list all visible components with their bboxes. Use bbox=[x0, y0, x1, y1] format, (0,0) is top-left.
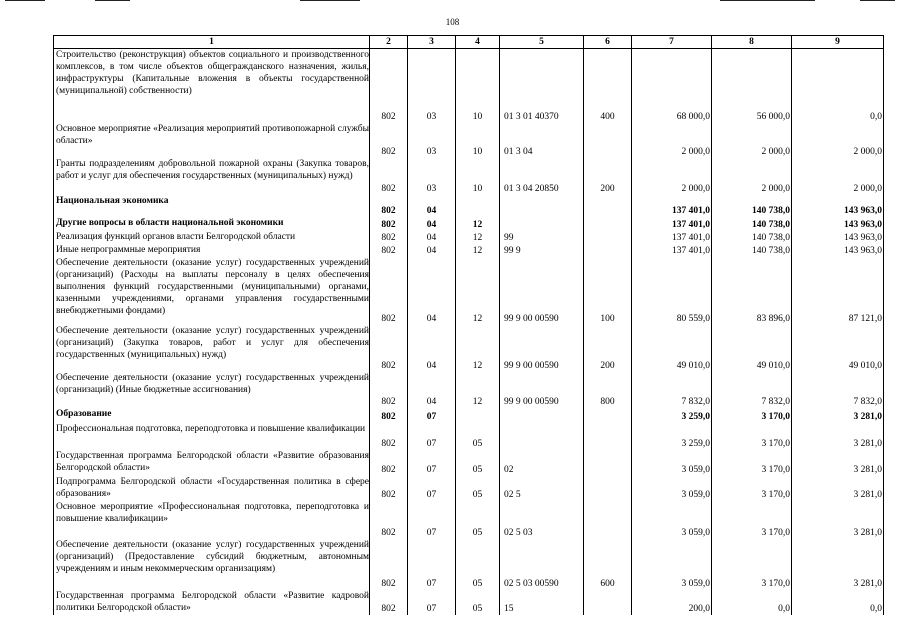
row-admin-code: 802 bbox=[370, 501, 408, 539]
row-section: 04 bbox=[408, 257, 456, 325]
row-expense-type bbox=[584, 408, 632, 423]
table-row bbox=[54, 123, 884, 158]
row-amount-2: 3 170,0 bbox=[712, 501, 792, 539]
row-expense-type bbox=[584, 423, 632, 450]
table-row bbox=[54, 244, 884, 257]
row-amount-3: 3 281,0 bbox=[792, 539, 884, 590]
row-admin-code: 802 bbox=[370, 195, 408, 217]
row-admin-code: 802 bbox=[370, 408, 408, 423]
table-row bbox=[54, 372, 884, 408]
row-section: 03 bbox=[408, 49, 456, 123]
row-amount-1: 200,0 bbox=[632, 590, 712, 615]
row-expense-type bbox=[584, 217, 632, 231]
row-amount-3: 143 963,0 bbox=[792, 231, 884, 244]
row-description: Национальная экономика bbox=[54, 195, 370, 217]
table-row bbox=[54, 408, 884, 423]
row-amount-1: 68 000,0 bbox=[632, 49, 712, 123]
row-section: 07 bbox=[408, 476, 456, 501]
row-amount-1: 3 059,0 bbox=[632, 539, 712, 590]
row-target-article: 01 3 04 bbox=[500, 123, 584, 158]
row-target-article bbox=[500, 408, 584, 423]
row-section: 03 bbox=[408, 123, 456, 158]
row-amount-2: 3 170,0 bbox=[712, 408, 792, 423]
row-expense-type bbox=[584, 231, 632, 244]
row-target-article: 02 5 bbox=[500, 476, 584, 501]
header-col-1: 1 bbox=[54, 36, 370, 49]
row-target-article bbox=[500, 423, 584, 450]
row-amount-1: 137 401,0 bbox=[632, 231, 712, 244]
row-target-article: 99 9 00 00590 bbox=[500, 325, 584, 372]
row-description: Обеспечение деятельности (оказание услуг) государственных учреждений (организаций) (Расходы на выплаты персоналу в целях обеспечения выполнения функций государственными (муниципальными) органами, казенными учреждениями, органами управления государственными внебюджетными фондами) bbox=[54, 257, 370, 325]
row-subsection: 05 bbox=[456, 450, 500, 476]
row-expense-type bbox=[584, 123, 632, 158]
row-subsection: 05 bbox=[456, 423, 500, 450]
row-section: 07 bbox=[408, 408, 456, 423]
row-amount-1: 49 010,0 bbox=[632, 325, 712, 372]
table-row bbox=[54, 231, 884, 244]
header-col-3: 3 bbox=[408, 36, 456, 49]
row-expense-type bbox=[584, 476, 632, 501]
row-subsection: 10 bbox=[456, 158, 500, 195]
row-expense-type: 200 bbox=[584, 325, 632, 372]
row-subsection: 10 bbox=[456, 49, 500, 123]
table-row bbox=[54, 325, 884, 372]
row-amount-2: 3 170,0 bbox=[712, 476, 792, 501]
table-row bbox=[54, 423, 884, 450]
header-col-9: 9 bbox=[792, 36, 884, 49]
row-amount-1: 7 832,0 bbox=[632, 372, 712, 408]
row-amount-1: 3 259,0 bbox=[632, 408, 712, 423]
table-row bbox=[54, 158, 884, 195]
row-amount-1: 137 401,0 bbox=[632, 244, 712, 257]
row-amount-2: 140 738,0 bbox=[712, 195, 792, 217]
row-amount-2: 140 738,0 bbox=[712, 244, 792, 257]
row-amount-1: 3 059,0 bbox=[632, 476, 712, 501]
row-amount-2: 83 896,0 bbox=[712, 257, 792, 325]
row-description: Профессиональная подготовка, переподготовка и повышение квалификации bbox=[54, 423, 370, 450]
row-admin-code: 802 bbox=[370, 49, 408, 123]
row-amount-2: 2 000,0 bbox=[712, 123, 792, 158]
row-section: 04 bbox=[408, 195, 456, 217]
row-description: Гранты подразделениям добровольной пожарной охраны (Закупка товаров, работ и услуг для обеспечения государственных (муниципальных) нужд) bbox=[54, 158, 370, 195]
header-col-2: 2 bbox=[370, 36, 408, 49]
row-description: Другие вопросы в области национальной экономики bbox=[54, 217, 370, 231]
row-admin-code: 802 bbox=[370, 325, 408, 372]
row-amount-3: 143 963,0 bbox=[792, 195, 884, 217]
row-description: Обеспечение деятельности (оказание услуг) государственных учреждений (организаций) (Закупка товаров, работ и услуг для обеспечения государственных (муниципальных) нужд) bbox=[54, 325, 370, 372]
table-row bbox=[54, 539, 884, 590]
row-admin-code: 802 bbox=[370, 590, 408, 615]
header-col-5: 5 bbox=[500, 36, 584, 49]
row-amount-3: 143 963,0 bbox=[792, 217, 884, 231]
row-target-article: 02 5 03 00590 bbox=[500, 539, 584, 590]
scan-top-border bbox=[0, 0, 905, 2]
row-admin-code: 802 bbox=[370, 372, 408, 408]
row-amount-3: 3 281,0 bbox=[792, 423, 884, 450]
row-description: Основное мероприятие «Реализация мероприятий противопожарной службы области» bbox=[54, 123, 370, 158]
row-amount-1: 3 059,0 bbox=[632, 450, 712, 476]
row-description: Реализация функций органов власти Белгородской области bbox=[54, 231, 370, 244]
row-amount-1: 80 559,0 bbox=[632, 257, 712, 325]
row-admin-code: 802 bbox=[370, 123, 408, 158]
row-expense-type: 200 bbox=[584, 158, 632, 195]
row-description: Основное мероприятие «Профессиональная подготовка, переподготовка и повышение квалификации» bbox=[54, 501, 370, 539]
row-amount-1: 137 401,0 bbox=[632, 195, 712, 217]
row-section: 04 bbox=[408, 325, 456, 372]
row-section: 04 bbox=[408, 217, 456, 231]
table-row bbox=[54, 590, 884, 615]
row-amount-2: 56 000,0 bbox=[712, 49, 792, 123]
row-expense-type: 600 bbox=[584, 539, 632, 590]
row-amount-2: 3 170,0 bbox=[712, 450, 792, 476]
row-section: 07 bbox=[408, 501, 456, 539]
row-subsection bbox=[456, 195, 500, 217]
row-target-article bbox=[500, 195, 584, 217]
header-row bbox=[54, 36, 884, 49]
row-amount-2: 3 170,0 bbox=[712, 423, 792, 450]
row-admin-code: 802 bbox=[370, 539, 408, 590]
row-subsection: 12 bbox=[456, 257, 500, 325]
row-amount-3: 3 281,0 bbox=[792, 450, 884, 476]
row-amount-3: 0,0 bbox=[792, 49, 884, 123]
row-section: 07 bbox=[408, 590, 456, 615]
row-section: 04 bbox=[408, 244, 456, 257]
row-amount-3: 0,0 bbox=[792, 590, 884, 615]
row-expense-type: 100 bbox=[584, 257, 632, 325]
row-amount-2: 2 000,0 bbox=[712, 158, 792, 195]
row-amount-3: 3 281,0 bbox=[792, 476, 884, 501]
header-col-7: 7 bbox=[632, 36, 712, 49]
row-target-article: 02 5 03 bbox=[500, 501, 584, 539]
header-col-4: 4 bbox=[456, 36, 500, 49]
row-subsection: 12 bbox=[456, 325, 500, 372]
row-target-article: 02 bbox=[500, 450, 584, 476]
row-description: Государственная программа Белгородской области «Развитие кадровой политики Белгородской области» bbox=[54, 590, 370, 615]
table-row bbox=[54, 501, 884, 539]
row-amount-1: 137 401,0 bbox=[632, 217, 712, 231]
row-subsection: 12 bbox=[456, 244, 500, 257]
row-subsection: 05 bbox=[456, 539, 500, 590]
row-admin-code: 802 bbox=[370, 231, 408, 244]
table-row bbox=[54, 476, 884, 501]
row-amount-3: 2 000,0 bbox=[792, 158, 884, 195]
row-section: 07 bbox=[408, 423, 456, 450]
row-expense-type: 800 bbox=[584, 372, 632, 408]
row-admin-code: 802 bbox=[370, 450, 408, 476]
row-amount-3: 2 000,0 bbox=[792, 123, 884, 158]
row-target-article: 99 9 00 00590 bbox=[500, 372, 584, 408]
row-section: 04 bbox=[408, 231, 456, 244]
row-amount-3: 7 832,0 bbox=[792, 372, 884, 408]
table-row bbox=[54, 217, 884, 231]
row-subsection: 12 bbox=[456, 372, 500, 408]
row-subsection: 12 bbox=[456, 217, 500, 231]
row-amount-3: 49 010,0 bbox=[792, 325, 884, 372]
row-target-article: 01 3 04 20850 bbox=[500, 158, 584, 195]
row-amount-1: 3 059,0 bbox=[632, 501, 712, 539]
row-subsection: 05 bbox=[456, 501, 500, 539]
row-amount-2: 140 738,0 bbox=[712, 231, 792, 244]
row-target-article: 99 bbox=[500, 231, 584, 244]
row-subsection bbox=[456, 408, 500, 423]
row-amount-1: 2 000,0 bbox=[632, 158, 712, 195]
row-amount-2: 140 738,0 bbox=[712, 217, 792, 231]
row-expense-type bbox=[584, 590, 632, 615]
row-admin-code: 802 bbox=[370, 244, 408, 257]
row-amount-3: 87 121,0 bbox=[792, 257, 884, 325]
row-admin-code: 802 bbox=[370, 158, 408, 195]
row-section: 03 bbox=[408, 158, 456, 195]
table-body bbox=[54, 49, 884, 615]
row-subsection: 12 bbox=[456, 231, 500, 244]
row-amount-3: 3 281,0 bbox=[792, 408, 884, 423]
row-expense-type bbox=[584, 501, 632, 539]
row-amount-1: 3 259,0 bbox=[632, 423, 712, 450]
page-number: 108 bbox=[445, 17, 460, 27]
row-amount-3: 143 963,0 bbox=[792, 244, 884, 257]
row-amount-1: 2 000,0 bbox=[632, 123, 712, 158]
row-amount-2: 49 010,0 bbox=[712, 325, 792, 372]
row-description: Обеспечение деятельности (оказание услуг) государственных учреждений (организаций) (Предоставление субсидий бюджетным, автономным учреждениям и иным некоммерческим организациям) bbox=[54, 539, 370, 590]
row-subsection: 05 bbox=[456, 476, 500, 501]
row-target-article: 99 9 bbox=[500, 244, 584, 257]
row-description: Государственная программа Белгородской области «Развитие образования Белгородской области» bbox=[54, 450, 370, 476]
row-admin-code: 802 bbox=[370, 217, 408, 231]
table-row bbox=[54, 195, 884, 217]
row-admin-code: 802 bbox=[370, 257, 408, 325]
row-description: Строительство (реконструкция) объектов социального и производственного комплексов, в том числе объектов общегражданского назначения, жилья, инфраструктуры (Капитальные вложения в объекты государственной (муниципальной) собственности) bbox=[54, 49, 370, 123]
row-section: 04 bbox=[408, 372, 456, 408]
row-expense-type bbox=[584, 450, 632, 476]
row-amount-2: 3 170,0 bbox=[712, 539, 792, 590]
row-amount-3: 3 281,0 bbox=[792, 501, 884, 539]
row-expense-type bbox=[584, 244, 632, 257]
row-amount-2: 7 832,0 bbox=[712, 372, 792, 408]
budget-table bbox=[53, 35, 884, 615]
table-row bbox=[54, 49, 884, 123]
row-target-article: 99 9 00 00590 bbox=[500, 257, 584, 325]
row-description: Подпрограмма Белгородской области «Государственная политика в сфере образования» bbox=[54, 476, 370, 501]
row-description: Иные непрограммные мероприятия bbox=[54, 244, 370, 257]
table-row bbox=[54, 257, 884, 325]
table-row bbox=[54, 450, 884, 476]
header-col-8: 8 bbox=[712, 36, 792, 49]
row-description: Обеспечение деятельности (оказание услуг) государственных учреждений (организаций) (Иные бюджетные ассигнования) bbox=[54, 372, 370, 408]
row-target-article: 15 bbox=[500, 590, 584, 615]
row-admin-code: 802 bbox=[370, 476, 408, 501]
row-description: Образование bbox=[54, 408, 370, 423]
row-expense-type bbox=[584, 195, 632, 217]
row-subsection: 05 bbox=[456, 590, 500, 615]
row-target-article: 01 3 01 40370 bbox=[500, 49, 584, 123]
row-expense-type: 400 bbox=[584, 49, 632, 123]
row-admin-code: 802 bbox=[370, 423, 408, 450]
row-amount-2: 0,0 bbox=[712, 590, 792, 615]
header-col-6: 6 bbox=[584, 36, 632, 49]
row-section: 07 bbox=[408, 450, 456, 476]
row-section: 07 bbox=[408, 539, 456, 590]
row-target-article bbox=[500, 217, 584, 231]
row-subsection: 10 bbox=[456, 123, 500, 158]
